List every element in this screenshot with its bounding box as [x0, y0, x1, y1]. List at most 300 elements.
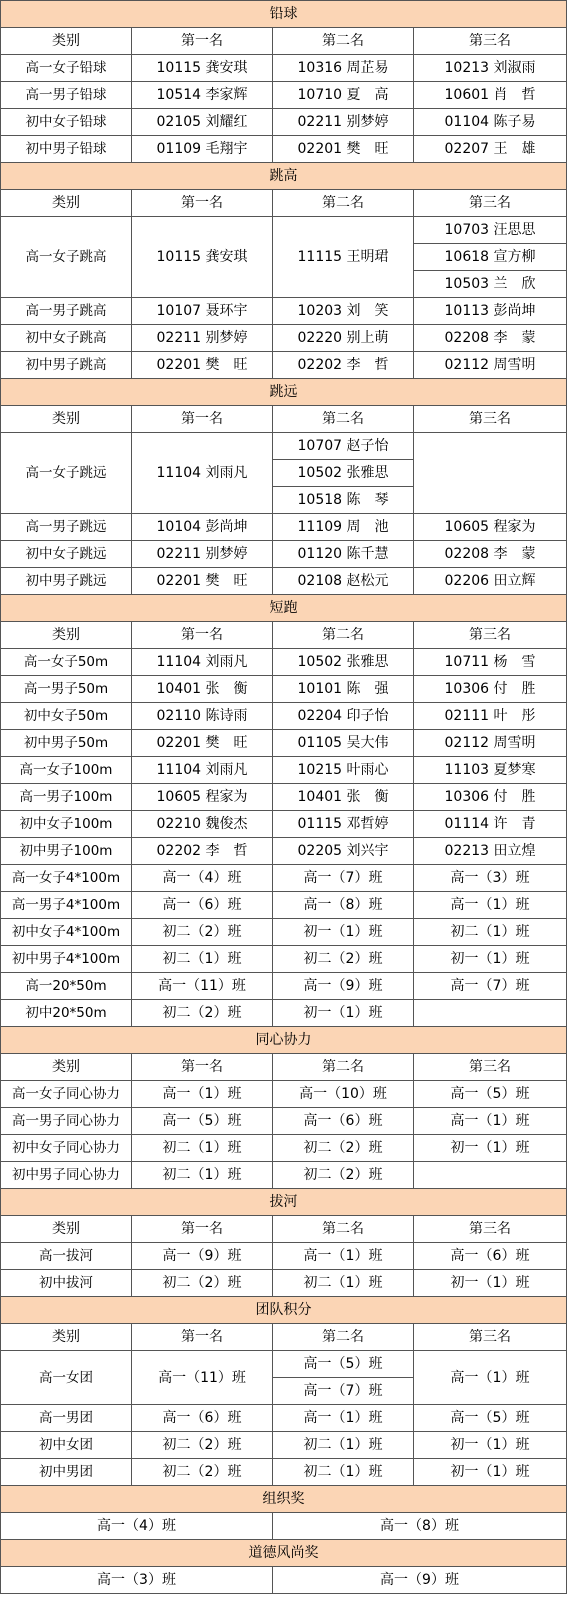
table-row [1, 217, 567, 298]
column-header: 类别 [1, 1216, 132, 1243]
third-place-text: 02213 田立煌 [444, 843, 536, 859]
second-place-text: 初二（2）班 [303, 1167, 383, 1183]
third-place-cell [414, 568, 567, 595]
first-place-text: 02211 别梦婷 [156, 546, 248, 562]
second-place-text: 10401 张 衡 [297, 789, 389, 805]
category-cell: 初中女子100m [1, 811, 132, 838]
third-place-text: 02206 田立辉 [444, 573, 536, 589]
third-place-cell [414, 325, 567, 352]
table-row [1, 1243, 567, 1270]
second-place-cell [273, 1162, 414, 1189]
second-place-cell [273, 298, 414, 325]
third-place-text: 10213 刘淑雨 [444, 60, 536, 76]
section-header-row [1, 1297, 567, 1324]
table-row [1, 649, 567, 676]
first-place-cell [132, 649, 273, 676]
first-place-text: 10514 李家辉 [156, 87, 248, 103]
column-header-row [1, 1216, 567, 1243]
category-cell: 高一男子跳高 [1, 298, 132, 325]
third-place-cell [414, 1081, 567, 1108]
first-place-cell [132, 568, 273, 595]
table-row [1, 946, 567, 973]
first-place-text: 高一（9）班 [162, 1248, 242, 1264]
second-place-cell [273, 109, 414, 136]
third-place-text: 10113 彭尚坤 [444, 303, 536, 319]
category-cell: 高一女子跳远 [1, 433, 132, 514]
third-place-text: 10306 付 胜 [444, 789, 536, 805]
column-header: 第一名 [132, 1324, 273, 1351]
second-place-cell [273, 730, 414, 757]
second-place-text: 10215 叶雨心 [297, 762, 389, 778]
column-header-row [1, 622, 567, 649]
second-place-text: 初一（1）班 [303, 924, 383, 940]
table-row [1, 1135, 567, 1162]
first-place-text: 高一（5）班 [162, 1113, 242, 1129]
column-header: 第一名 [132, 190, 273, 217]
third-place-cell [414, 1405, 567, 1432]
second-place-cell [273, 55, 414, 82]
second-place-cell [273, 865, 414, 892]
award-winner: 高一（4）班 [1, 1513, 273, 1540]
third-place-text: 02112 周雪明 [444, 735, 536, 751]
second-place-cell [273, 676, 414, 703]
second-place-cell [273, 703, 414, 730]
second-place-cell [273, 82, 414, 109]
section-title: 跳高 [1, 163, 567, 190]
third-place-text: 高一（5）班 [450, 1086, 530, 1102]
first-place-text: 高一（11）班 [158, 1369, 246, 1386]
column-header: 类别 [1, 1324, 132, 1351]
category-cell: 高一男子同心协力 [1, 1108, 132, 1135]
first-place-cell [132, 973, 273, 1000]
column-header: 第二名 [273, 28, 414, 55]
third-place-text: 02112 周雪明 [444, 357, 536, 373]
third-place-cell [414, 1162, 567, 1189]
second-place-text: 初二（2）班 [303, 951, 383, 967]
column-header: 第三名 [414, 1324, 567, 1351]
table-row [1, 784, 567, 811]
first-place-text: 01109 毛翔宇 [156, 141, 248, 157]
first-place-cell [132, 325, 273, 352]
third-place-cell [414, 433, 567, 514]
column-header: 第二名 [273, 1216, 414, 1243]
third-place-cell [414, 1459, 567, 1486]
second-place-text: 11109 周 池 [297, 519, 389, 535]
category-cell: 初中女子同心协力 [1, 1135, 132, 1162]
second-place-cell [273, 1108, 414, 1135]
first-place-text: 02201 樊 旺 [156, 735, 248, 751]
second-place-text: 01120 陈千慧 [297, 546, 389, 562]
second-place-cell [273, 919, 414, 946]
table-row [1, 676, 567, 703]
second-place-text: 高一（1）班 [303, 1410, 383, 1426]
second-place-cell [273, 1459, 414, 1486]
second-place-cell [273, 568, 414, 595]
category-cell: 初中男子4*100m [1, 946, 132, 973]
second-place-cell [273, 811, 414, 838]
table-row [1, 757, 567, 784]
award-header-row [1, 1486, 567, 1513]
table-row [1, 1270, 567, 1297]
second-place-tie-entry: 高一（7）班 [303, 1383, 383, 1399]
third-place-text: 01104 陈子易 [444, 114, 536, 130]
second-place-text: 初二（1）班 [303, 1464, 383, 1480]
second-place-text: 02201 樊 旺 [297, 141, 389, 157]
second-place-cell [273, 1135, 414, 1162]
first-place-text: 初二（2）班 [162, 924, 242, 940]
second-place-cell [273, 973, 414, 1000]
category-cell: 高一女子铅球 [1, 55, 132, 82]
third-place-cell [414, 865, 567, 892]
third-place-text: 10306 付 胜 [444, 681, 536, 697]
second-place-text: 10101 陈 强 [297, 681, 389, 697]
column-header: 第三名 [414, 28, 567, 55]
table-row [1, 1162, 567, 1189]
second-place-text: 02108 赵松元 [297, 573, 389, 589]
column-header: 第一名 [132, 406, 273, 433]
table-row [1, 82, 567, 109]
second-place-text: 初一（1）班 [303, 1005, 383, 1021]
category-cell: 初中男子跳高 [1, 352, 132, 379]
second-place-text: 11115 王明珺 [297, 249, 389, 265]
first-place-cell [132, 298, 273, 325]
category-cell: 初中20*50m [1, 1000, 132, 1027]
first-place-cell [132, 433, 273, 514]
column-header: 类别 [1, 190, 132, 217]
award-title: 组织奖 [1, 1486, 567, 1513]
third-place-cell [414, 514, 567, 541]
column-header: 第三名 [414, 406, 567, 433]
column-header-row [1, 406, 567, 433]
category-cell: 初中女子铅球 [1, 109, 132, 136]
table-row [1, 865, 567, 892]
first-place-cell [132, 1405, 273, 1432]
category-cell: 初中女子50m [1, 703, 132, 730]
first-place-cell [132, 136, 273, 163]
section-title: 跳远 [1, 379, 567, 406]
third-place-cell [414, 1351, 567, 1405]
second-place-text: 01105 吴大伟 [297, 735, 389, 751]
second-place-tie-entry: 高一（5）班 [273, 1351, 413, 1378]
second-place-text: 02202 李 哲 [297, 357, 389, 373]
third-place-text: 01114 许 青 [444, 816, 536, 832]
category-cell: 初中女团 [1, 1432, 132, 1459]
first-place-text: 10401 张 衡 [156, 681, 248, 697]
third-place-cell [414, 946, 567, 973]
first-place-cell [132, 541, 273, 568]
third-place-cell [414, 298, 567, 325]
second-place-cell [273, 1405, 414, 1432]
third-place-cell [414, 1000, 567, 1027]
table-row [1, 55, 567, 82]
third-place-text: 初一（1）班 [450, 1464, 530, 1480]
third-place-cell [414, 973, 567, 1000]
third-place-cell [414, 703, 567, 730]
category-cell: 高一男团 [1, 1405, 132, 1432]
table-row [1, 298, 567, 325]
first-place-text: 02201 樊 旺 [156, 573, 248, 589]
first-place-cell [132, 838, 273, 865]
table-row [1, 1081, 567, 1108]
category-cell: 高一拔河 [1, 1243, 132, 1270]
category-cell: 初中男子跳远 [1, 568, 132, 595]
table-row [1, 703, 567, 730]
table-row [1, 568, 567, 595]
table-row [1, 973, 567, 1000]
column-header-row [1, 190, 567, 217]
table-row [1, 1405, 567, 1432]
second-place-cell [273, 325, 414, 352]
second-place-cell [273, 838, 414, 865]
third-place-tie-entry: 10618 宣方柳 [414, 244, 566, 271]
first-place-text: 10115 龚安琪 [156, 249, 248, 265]
third-place-text: 高一（5）班 [450, 1410, 530, 1426]
column-header: 第二名 [273, 1324, 414, 1351]
category-cell: 初中男子同心协力 [1, 1162, 132, 1189]
first-place-text: 10115 龚安琪 [156, 60, 248, 76]
third-place-text: 高一（1）班 [450, 897, 530, 913]
second-place-text: 初二（1）班 [303, 1437, 383, 1453]
first-place-cell [132, 1000, 273, 1027]
third-place-cell [414, 649, 567, 676]
category-cell: 初中男子50m [1, 730, 132, 757]
table-row [1, 838, 567, 865]
first-place-text: 高一（6）班 [162, 897, 242, 913]
first-place-text: 高一（6）班 [162, 1410, 242, 1426]
second-place-text: 10316 周芷易 [297, 60, 389, 76]
category-cell: 初中男子100m [1, 838, 132, 865]
table-row [1, 730, 567, 757]
first-place-cell [132, 82, 273, 109]
first-place-cell [132, 55, 273, 82]
table-row [1, 1432, 567, 1459]
third-place-cell [414, 109, 567, 136]
section-title: 拔河 [1, 1189, 567, 1216]
first-place-text: 02201 樊 旺 [156, 357, 248, 373]
second-place-cell [273, 217, 414, 298]
third-place-cell [414, 541, 567, 568]
second-place-text: 高一（1）班 [303, 1248, 383, 1264]
first-place-cell [132, 811, 273, 838]
award-winner: 高一（3）班 [1, 1567, 273, 1594]
third-place-cell [414, 919, 567, 946]
column-header: 第一名 [132, 1216, 273, 1243]
first-place-text: 初二（2）班 [162, 1464, 242, 1480]
category-cell: 初中女子跳远 [1, 541, 132, 568]
category-cell: 高一男子铅球 [1, 82, 132, 109]
second-place-cell [273, 946, 414, 973]
second-place-text: 高一（9）班 [303, 978, 383, 994]
first-place-text: 11104 刘雨凡 [156, 465, 248, 481]
category-cell: 高一女子同心协力 [1, 1081, 132, 1108]
third-place-text: 高一（3）班 [450, 870, 530, 886]
second-place-cell [273, 1081, 414, 1108]
first-place-cell [132, 703, 273, 730]
first-place-cell [132, 1081, 273, 1108]
first-place-text: 初二（2）班 [162, 1005, 242, 1021]
third-place-cell [414, 217, 567, 298]
table-row [1, 1351, 567, 1405]
column-header: 类别 [1, 622, 132, 649]
first-place-cell [132, 1108, 273, 1135]
award-winners-row [1, 1567, 567, 1594]
category-cell: 高一男子100m [1, 784, 132, 811]
first-place-text: 02110 陈诗雨 [156, 708, 248, 724]
second-place-cell [273, 541, 414, 568]
third-place-tie-entry: 10503 兰 欣 [444, 276, 536, 292]
second-place-cell [273, 1000, 414, 1027]
first-place-text: 高一（1）班 [162, 1086, 242, 1102]
first-place-cell [132, 946, 273, 973]
second-place-cell [273, 352, 414, 379]
category-cell: 高一女子4*100m [1, 865, 132, 892]
third-place-text: 10605 程家为 [444, 519, 536, 535]
first-place-cell [132, 919, 273, 946]
third-place-text: 10711 杨 雪 [444, 654, 536, 670]
column-header-row [1, 1324, 567, 1351]
third-place-text: 初二（1）班 [450, 924, 530, 940]
first-place-cell [132, 1459, 273, 1486]
third-place-cell [414, 136, 567, 163]
second-place-tie-entry: 10707 赵子怡 [273, 433, 413, 460]
first-place-cell [132, 109, 273, 136]
first-place-text: 11104 刘雨凡 [156, 762, 248, 778]
section-header-row [1, 1189, 567, 1216]
category-cell: 高一男子跳远 [1, 514, 132, 541]
second-place-tie-list [273, 433, 413, 513]
first-place-text: 10605 程家为 [156, 789, 248, 805]
first-place-cell [132, 1270, 273, 1297]
second-place-cell [273, 892, 414, 919]
column-header: 类别 [1, 1054, 132, 1081]
first-place-cell [132, 757, 273, 784]
second-place-cell [273, 1351, 414, 1405]
category-cell: 初中男团 [1, 1459, 132, 1486]
third-place-cell [414, 55, 567, 82]
table-row [1, 433, 567, 514]
second-place-text: 10710 夏 高 [297, 87, 389, 103]
second-place-tie-list [273, 1351, 413, 1404]
category-cell: 初中拔河 [1, 1270, 132, 1297]
section-title: 铅球 [1, 1, 567, 28]
second-place-cell [273, 1270, 414, 1297]
first-place-text: 02202 李 哲 [156, 843, 248, 859]
second-place-text: 10203 刘 笑 [297, 303, 389, 319]
first-place-cell [132, 217, 273, 298]
column-header: 第三名 [414, 622, 567, 649]
column-header-row [1, 28, 567, 55]
first-place-text: 10107 聂环宇 [156, 303, 248, 319]
first-place-cell [132, 676, 273, 703]
first-place-text: 初二（1）班 [162, 951, 242, 967]
category-cell: 初中男子铅球 [1, 136, 132, 163]
first-place-text: 初二（2）班 [162, 1437, 242, 1453]
category-cell: 高一20*50m [1, 973, 132, 1000]
column-header: 第三名 [414, 1216, 567, 1243]
second-place-tie-entry: 10518 陈 琴 [297, 492, 389, 508]
section-header-row [1, 1027, 567, 1054]
section-header-row [1, 595, 567, 622]
first-place-cell [132, 352, 273, 379]
third-place-cell [414, 82, 567, 109]
third-place-tie-entry: 10703 汪思思 [414, 217, 566, 244]
second-place-cell [273, 649, 414, 676]
first-place-text: 02105 刘耀红 [156, 114, 248, 130]
section-title: 同心协力 [1, 1027, 567, 1054]
third-place-cell [414, 892, 567, 919]
first-place-cell [132, 784, 273, 811]
third-place-cell [414, 811, 567, 838]
second-place-cell [273, 1243, 414, 1270]
award-header-row [1, 1540, 567, 1567]
second-place-text: 初二（1）班 [303, 1275, 383, 1291]
column-header: 第一名 [132, 622, 273, 649]
category-cell: 初中女子跳高 [1, 325, 132, 352]
third-place-cell [414, 1432, 567, 1459]
third-place-text: 高一（1）班 [450, 1113, 530, 1129]
column-header: 第一名 [132, 28, 273, 55]
second-place-text: 初二（2）班 [303, 1140, 383, 1156]
column-header-row [1, 1054, 567, 1081]
second-place-cell [273, 136, 414, 163]
column-header: 第三名 [414, 190, 567, 217]
third-place-cell [414, 1108, 567, 1135]
category-cell: 高一男子4*100m [1, 892, 132, 919]
second-place-text: 02220 别上萌 [297, 330, 389, 346]
third-place-cell [414, 1243, 567, 1270]
third-place-text: 初一（1）班 [450, 1437, 530, 1453]
third-place-text: 高一（6）班 [450, 1248, 530, 1264]
column-header: 第二名 [273, 1054, 414, 1081]
first-place-cell [132, 514, 273, 541]
first-place-cell [132, 1432, 273, 1459]
column-header: 第二名 [273, 190, 414, 217]
second-place-cell [273, 757, 414, 784]
second-place-text: 高一（7）班 [303, 870, 383, 886]
second-place-cell [273, 784, 414, 811]
second-place-text: 高一（8）班 [303, 897, 383, 913]
first-place-cell [132, 1162, 273, 1189]
first-place-cell [132, 892, 273, 919]
third-place-text: 高一（1）班 [450, 1369, 530, 1386]
first-place-text: 10104 彭尚坤 [156, 519, 248, 535]
category-cell: 高一男子50m [1, 676, 132, 703]
second-place-text: 02204 印子怡 [297, 708, 389, 724]
first-place-cell [132, 1243, 273, 1270]
table-row [1, 1459, 567, 1486]
second-place-text: 高一（6）班 [303, 1113, 383, 1129]
table-row [1, 514, 567, 541]
third-place-text: 10601 肖 哲 [444, 87, 536, 103]
third-place-text: 高一（7）班 [450, 978, 530, 994]
column-header: 第二名 [273, 406, 414, 433]
first-place-text: 高一（4）班 [162, 870, 242, 886]
column-header: 第一名 [132, 1054, 273, 1081]
second-place-text: 01115 邓哲婷 [297, 816, 389, 832]
third-place-text: 11103 夏梦寒 [444, 762, 536, 778]
second-place-cell [273, 514, 414, 541]
section-header-row [1, 379, 567, 406]
category-cell: 初中女子4*100m [1, 919, 132, 946]
table-row [1, 1000, 567, 1027]
first-place-text: 初二（1）班 [162, 1140, 242, 1156]
award-winners-row [1, 1513, 567, 1540]
second-place-cell [273, 433, 414, 514]
table-row [1, 325, 567, 352]
third-place-text: 02208 李 蒙 [444, 330, 536, 346]
column-header: 第三名 [414, 1054, 567, 1081]
first-place-text: 高一（11）班 [158, 978, 246, 994]
